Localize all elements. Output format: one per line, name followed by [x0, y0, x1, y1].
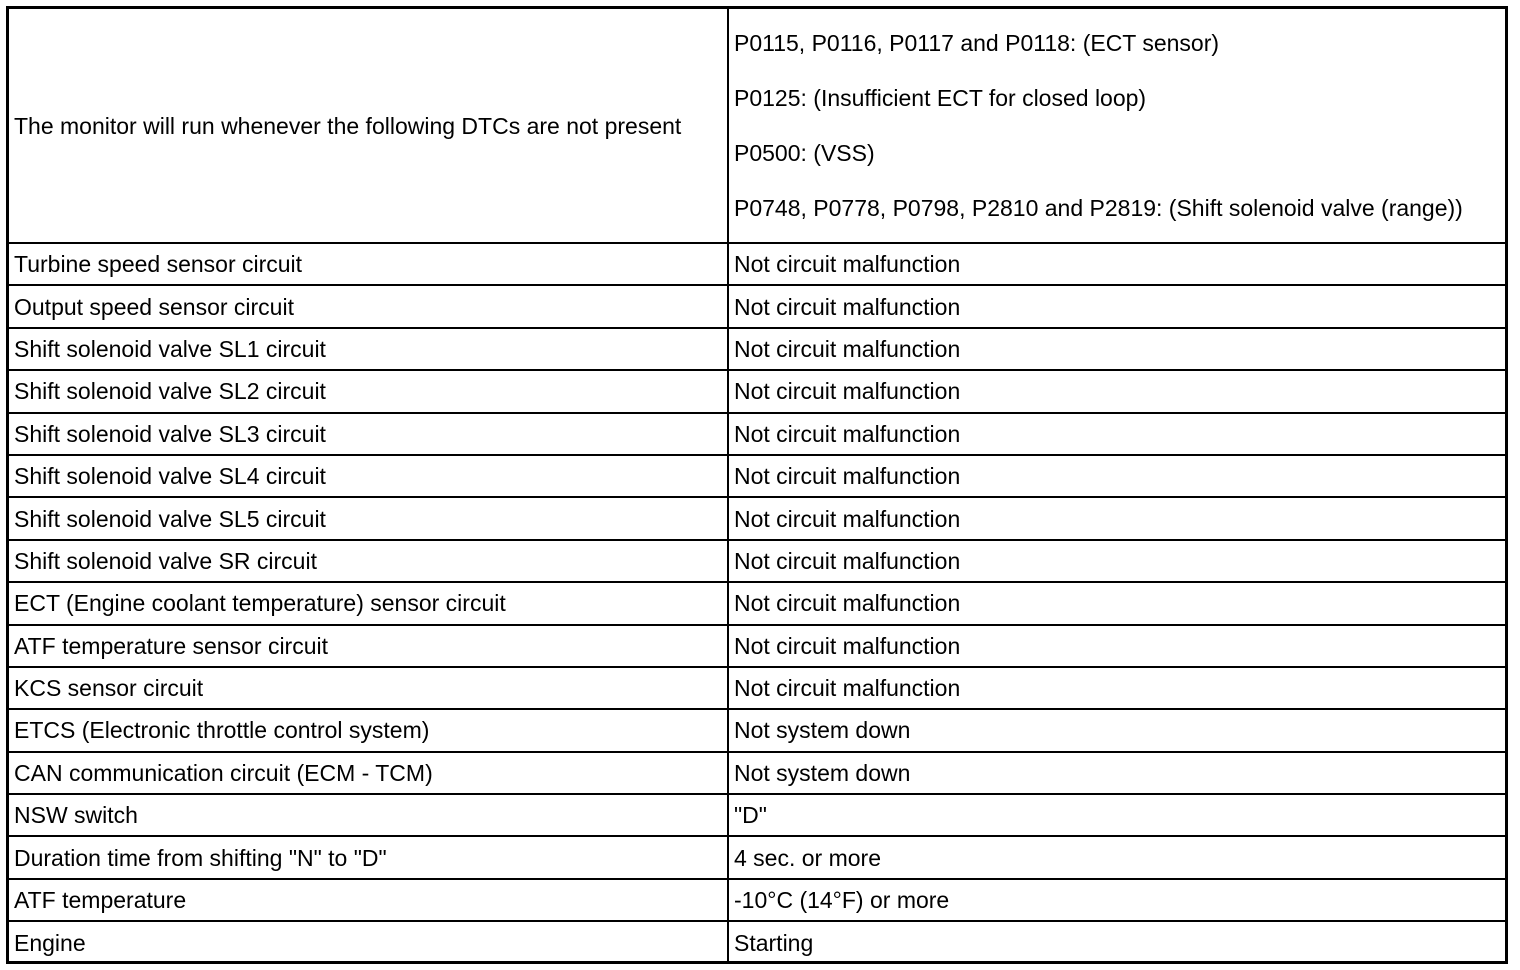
table-row — [9, 667, 1505, 709]
table-row — [9, 497, 1505, 539]
table-row — [9, 582, 1505, 624]
value-cell: Not circuit malfunction — [728, 328, 1505, 370]
item-cell: Shift solenoid valve SL2 circuit — [9, 370, 728, 412]
value-cell: 4 sec. or more — [728, 836, 1505, 878]
table-row — [9, 285, 1505, 327]
value-cell: Not circuit malfunction — [728, 667, 1505, 709]
item-cell: CAN communication circuit (ECM - TCM) — [9, 752, 728, 794]
value-cell: Not system down — [728, 709, 1505, 751]
table-row — [9, 752, 1505, 794]
item-cell: ATF temperature sensor circuit — [9, 625, 728, 667]
value-cell: Not circuit malfunction — [728, 455, 1505, 497]
item-cell: ECT (Engine coolant temperature) sensor circuit — [9, 582, 728, 624]
value-cell: -10°C (14°F) or more — [728, 879, 1505, 921]
table-row — [9, 921, 1505, 963]
item-cell: ETCS (Electronic throttle control system) — [9, 709, 728, 751]
value-cell: "D" — [728, 794, 1505, 836]
table-row — [9, 370, 1505, 412]
item-cell: Output speed sensor circuit — [9, 285, 728, 327]
value-cell: Not circuit malfunction — [728, 413, 1505, 455]
condition-cell: The monitor will run whenever the following DTCs are not present — [9, 9, 728, 243]
dtc-list-item: P0125: (Insufficient ECT for closed loop) — [734, 85, 1147, 111]
table-row — [9, 625, 1505, 667]
table-row — [9, 540, 1505, 582]
value-cell: Not circuit malfunction — [728, 582, 1505, 624]
item-cell: NSW switch — [9, 794, 728, 836]
item-cell: Shift solenoid valve SL5 circuit — [9, 497, 728, 539]
conditions-table-frame — [6, 6, 1508, 964]
item-cell: Shift solenoid valve SL3 circuit — [9, 413, 728, 455]
value-cell: Not circuit malfunction — [728, 497, 1505, 539]
value-cell: Not circuit malfunction — [728, 625, 1505, 667]
value-cell: Not circuit malfunction — [728, 285, 1505, 327]
table-row — [9, 328, 1505, 370]
item-cell: Engine — [9, 921, 728, 963]
dtc-list-cell — [728, 9, 1505, 243]
monitor-conditions-table — [9, 9, 1505, 964]
table-row — [9, 413, 1505, 455]
item-cell: KCS sensor circuit — [9, 667, 728, 709]
dtc-list-item: P0748, P0778, P0798, P2810 and P2819: (Shift solenoid valve (range)) — [734, 195, 1463, 221]
dtc-list-item: P0500: (VSS) — [734, 140, 875, 166]
value-cell: Starting — [728, 921, 1505, 963]
table-row — [9, 794, 1505, 836]
table-row — [9, 243, 1505, 285]
value-cell: Not circuit malfunction — [728, 540, 1505, 582]
table-row-dtc-condition — [9, 9, 1505, 243]
table-row — [9, 455, 1505, 497]
item-cell: Shift solenoid valve SL1 circuit — [9, 328, 728, 370]
item-cell: ATF temperature — [9, 879, 728, 921]
value-cell: Not system down — [728, 752, 1505, 794]
value-cell: Not circuit malfunction — [728, 370, 1505, 412]
table-row — [9, 879, 1505, 921]
dtc-list-item: P0115, P0116, P0117 and P0118: (ECT sensor) — [734, 30, 1220, 56]
item-cell: Duration time from shifting "N" to "D" — [9, 836, 728, 878]
value-cell: Not circuit malfunction — [728, 243, 1505, 285]
item-cell: Shift solenoid valve SL4 circuit — [9, 455, 728, 497]
item-cell: Shift solenoid valve SR circuit — [9, 540, 728, 582]
table-row — [9, 709, 1505, 751]
table-row — [9, 836, 1505, 878]
item-cell: Turbine speed sensor circuit — [9, 243, 728, 285]
